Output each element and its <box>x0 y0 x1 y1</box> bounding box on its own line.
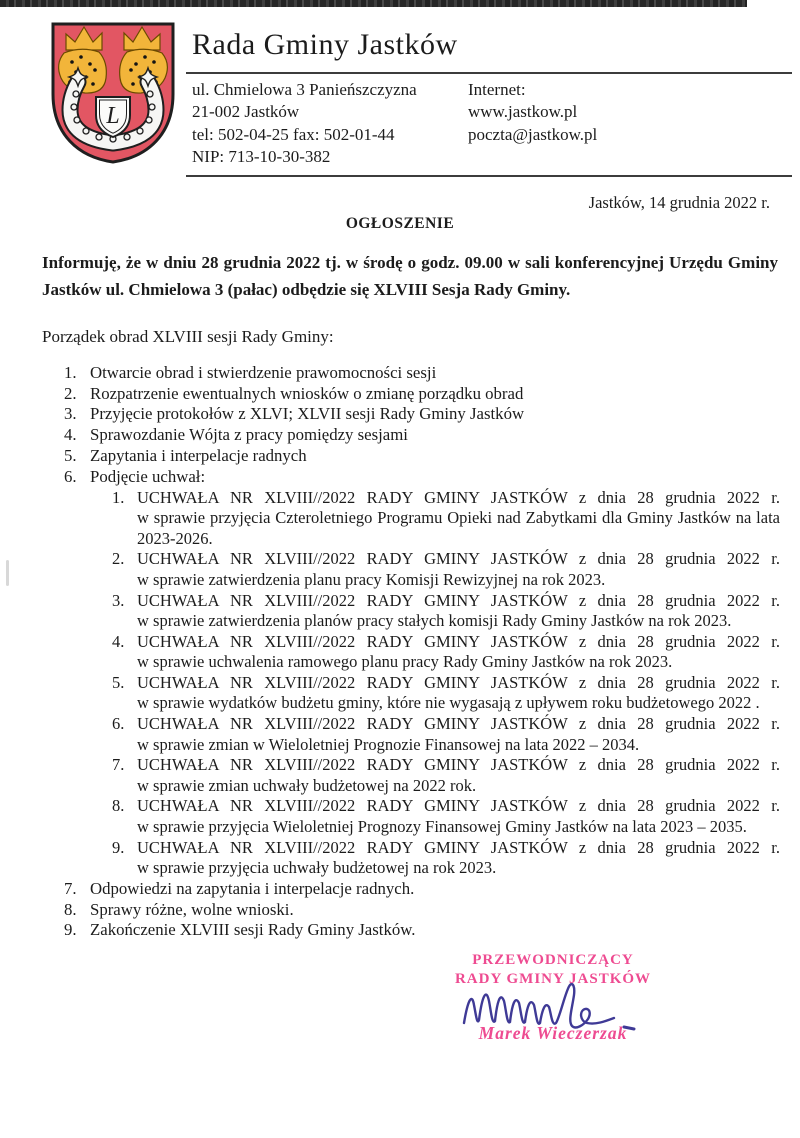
internet-email: poczta@jastkow.pl <box>468 124 598 144</box>
list-item <box>64 920 780 941</box>
resolution-item <box>112 796 780 837</box>
stamp-title-line2: RADY GMINY JASTKÓW <box>454 971 652 988</box>
item-text: Rozpatrzenie ewentualnych wniosków o zmianę porządku obrad <box>90 383 524 403</box>
address-block <box>192 79 464 169</box>
resolutions-list <box>112 488 780 879</box>
item-number: 2. <box>64 383 77 403</box>
list-item <box>64 446 780 467</box>
resolution-title-line: UCHWAŁA NR XLVIII//2022 RADY GMINY JASTKÓW z dnia 28 grudnia 2022 r. <box>137 714 780 734</box>
item-number: 1. <box>112 487 125 507</box>
resolution-subject: w sprawie uchwalenia ramowego planu pracy Rady Gminy Jastków na rok 2023. <box>137 652 673 672</box>
item-text: Zakończenie XLVIII sesji Rady Gminy Jastków. <box>90 920 416 940</box>
list-item <box>64 425 780 446</box>
resolution-subject: w sprawie zatwierdzenia planów pracy stałych komisji Rady Gminy Jastków na rok 2023. <box>137 611 732 631</box>
resolution-subject: w sprawie przyjęcia Czteroletniego Programu Opieki nad Zabytkami dla Gminy Jastków na lata 2023-2026. <box>137 508 780 548</box>
resolution-title-line: UCHWAŁA NR XLVIII//2022 RADY GMINY JASTKÓW z dnia 28 grudnia 2022 r. <box>137 837 780 857</box>
item-number: 4. <box>112 631 125 651</box>
agenda-list-tail <box>64 879 780 941</box>
address-street: ul. Chmielowa 3 Panieńszczyzna <box>192 80 417 99</box>
list-item <box>64 900 780 921</box>
resolution-item <box>112 714 780 755</box>
resolution-title-line: UCHWAŁA NR XLVIII//2022 RADY GMINY JASTKÓW z dnia 28 grudnia 2022 r. <box>137 590 780 610</box>
item-number: 3. <box>112 590 125 610</box>
item-number: 4. <box>64 425 77 445</box>
handwritten-signature <box>456 965 646 1043</box>
item-number: 8. <box>112 796 125 816</box>
item-text: Zapytania i interpelacje radnych <box>90 445 307 465</box>
org-name: Rada Gminy Jastków <box>192 28 458 61</box>
list-item <box>64 404 780 425</box>
letterhead-text <box>186 20 792 177</box>
stamp-title-line1: PRZEWODNICZĄCY <box>472 952 634 969</box>
item-text: Podjęcie uchwał: <box>90 466 206 486</box>
resolution-title-line: UCHWAŁA NR XLVIII//2022 RADY GMINY JASTKÓW z dnia 28 grudnia 2022 r. <box>137 549 780 569</box>
resolution-subject: w sprawie wydatków budżetu gminy, które nie wygasają z upływem roku budżetowego 2022 . <box>137 693 760 713</box>
address-phone-fax: tel: 502-04-25 fax: 502-01-44 <box>192 124 395 144</box>
item-number: 7. <box>64 878 77 898</box>
place-date-line: Jastków, 14 grudnia 2022 r. <box>588 192 770 212</box>
svg-text:L: L <box>106 103 120 129</box>
scan-noise-mark <box>6 560 9 586</box>
coat-of-arms-jastkow <box>48 20 178 166</box>
document-title: OGŁOSZENIE <box>345 214 455 232</box>
list-item <box>64 879 780 900</box>
list-item <box>64 363 780 384</box>
resolution-item <box>112 673 780 714</box>
agenda-heading: Porządek obrad XLVIII sesji Rady Gminy: <box>42 326 334 346</box>
item-number: 5. <box>112 672 125 692</box>
chairman-name: Marek Wieczerzak <box>478 1023 628 1044</box>
letterhead <box>48 20 800 177</box>
item-number: 7. <box>112 755 125 775</box>
item-number: 9. <box>64 920 77 940</box>
item-number: 6. <box>112 714 125 734</box>
resolution-title-line: UCHWAŁA NR XLVIII//2022 RADY GMINY JASTKÓW z dnia 28 grudnia 2022 r. <box>137 755 780 775</box>
resolution-subject: w sprawie przyjęcia uchwały budżetowej na rok 2023. <box>137 858 497 878</box>
resolution-subject: w sprawie zatwierdzenia planu pracy Komisji Rewizyjnej na rok 2023. <box>137 569 606 589</box>
resolution-title-line: UCHWAŁA NR XLVIII//2022 RADY GMINY JASTKÓW z dnia 28 grudnia 2022 r. <box>137 796 780 816</box>
internet-label: Internet: <box>468 80 526 99</box>
item-text: Odpowiedzi na zapytania i interpelacje radnych. <box>90 878 415 898</box>
resolution-subject: w sprawie zmian uchwały budżetowej na 2022 rok. <box>137 775 477 795</box>
item-text: Otwarcie obrad i stwierdzenie prawomocności sesji <box>90 362 437 382</box>
item-text: Sprawy różne, wolne wnioski. <box>90 899 294 919</box>
resolution-title-line: UCHWAŁA NR XLVIII//2022 RADY GMINY JASTKÓW z dnia 28 grudnia 2022 r. <box>137 631 780 651</box>
resolution-item <box>112 591 780 632</box>
item-number: 5. <box>64 445 77 465</box>
address-nip: NIP: 713-10-30-382 <box>192 147 331 167</box>
item-number: 2. <box>112 549 125 569</box>
internet-block <box>468 79 597 169</box>
announcement-intro: Informuję, że w dniu 28 grudnia 2022 tj. w środę o godz. 09.00 w sali konferencyjnej Urzędu Gminy Jastków ul. Chmielowa 3 (pałac) odbędzie się XLVIII Sesja Rady Gminy. <box>42 252 778 299</box>
item-text: Sprawozdanie Wójta z pracy pomiędzy sesjami <box>90 425 408 445</box>
item-number: 6. <box>64 466 77 486</box>
resolution-item <box>112 632 780 673</box>
resolution-title-line: UCHWAŁA NR XLVIII//2022 RADY GMINY JASTKÓW z dnia 28 grudnia 2022 r. <box>137 487 780 507</box>
resolution-title-line: UCHWAŁA NR XLVIII//2022 RADY GMINY JASTKÓW z dnia 28 grudnia 2022 r. <box>137 672 780 692</box>
agenda-list <box>64 363 780 488</box>
scanner-artifact-strip <box>0 0 747 7</box>
resolution-subject: w sprawie zmian w Wieloletniej Prognozie Finansowej na lata 2022 – 2034. <box>137 734 640 754</box>
resolution-item <box>112 488 780 550</box>
contact-block <box>186 74 792 175</box>
item-text: Przyjęcie protokołów z XLVI; XLVII sesji Rady Gminy Jastków <box>90 404 525 424</box>
item-number: 1. <box>64 362 77 382</box>
header-rule-bottom <box>186 175 792 177</box>
internet-website: www.jastkow.pl <box>468 102 578 122</box>
resolution-subject: w sprawie przyjęcia Wieloletniej Prognozy Finansowej Gminy Jastków na lata 2023 – 2035. <box>137 817 747 837</box>
resolution-item <box>112 549 780 590</box>
list-item <box>64 467 780 488</box>
address-city: 21-002 Jastków <box>192 102 300 122</box>
resolution-item <box>112 755 780 796</box>
list-item <box>64 384 780 405</box>
item-number: 8. <box>64 899 77 919</box>
signature-block <box>438 951 668 1044</box>
resolution-item <box>112 838 780 879</box>
item-number: 9. <box>112 837 125 857</box>
item-number: 3. <box>64 404 77 424</box>
